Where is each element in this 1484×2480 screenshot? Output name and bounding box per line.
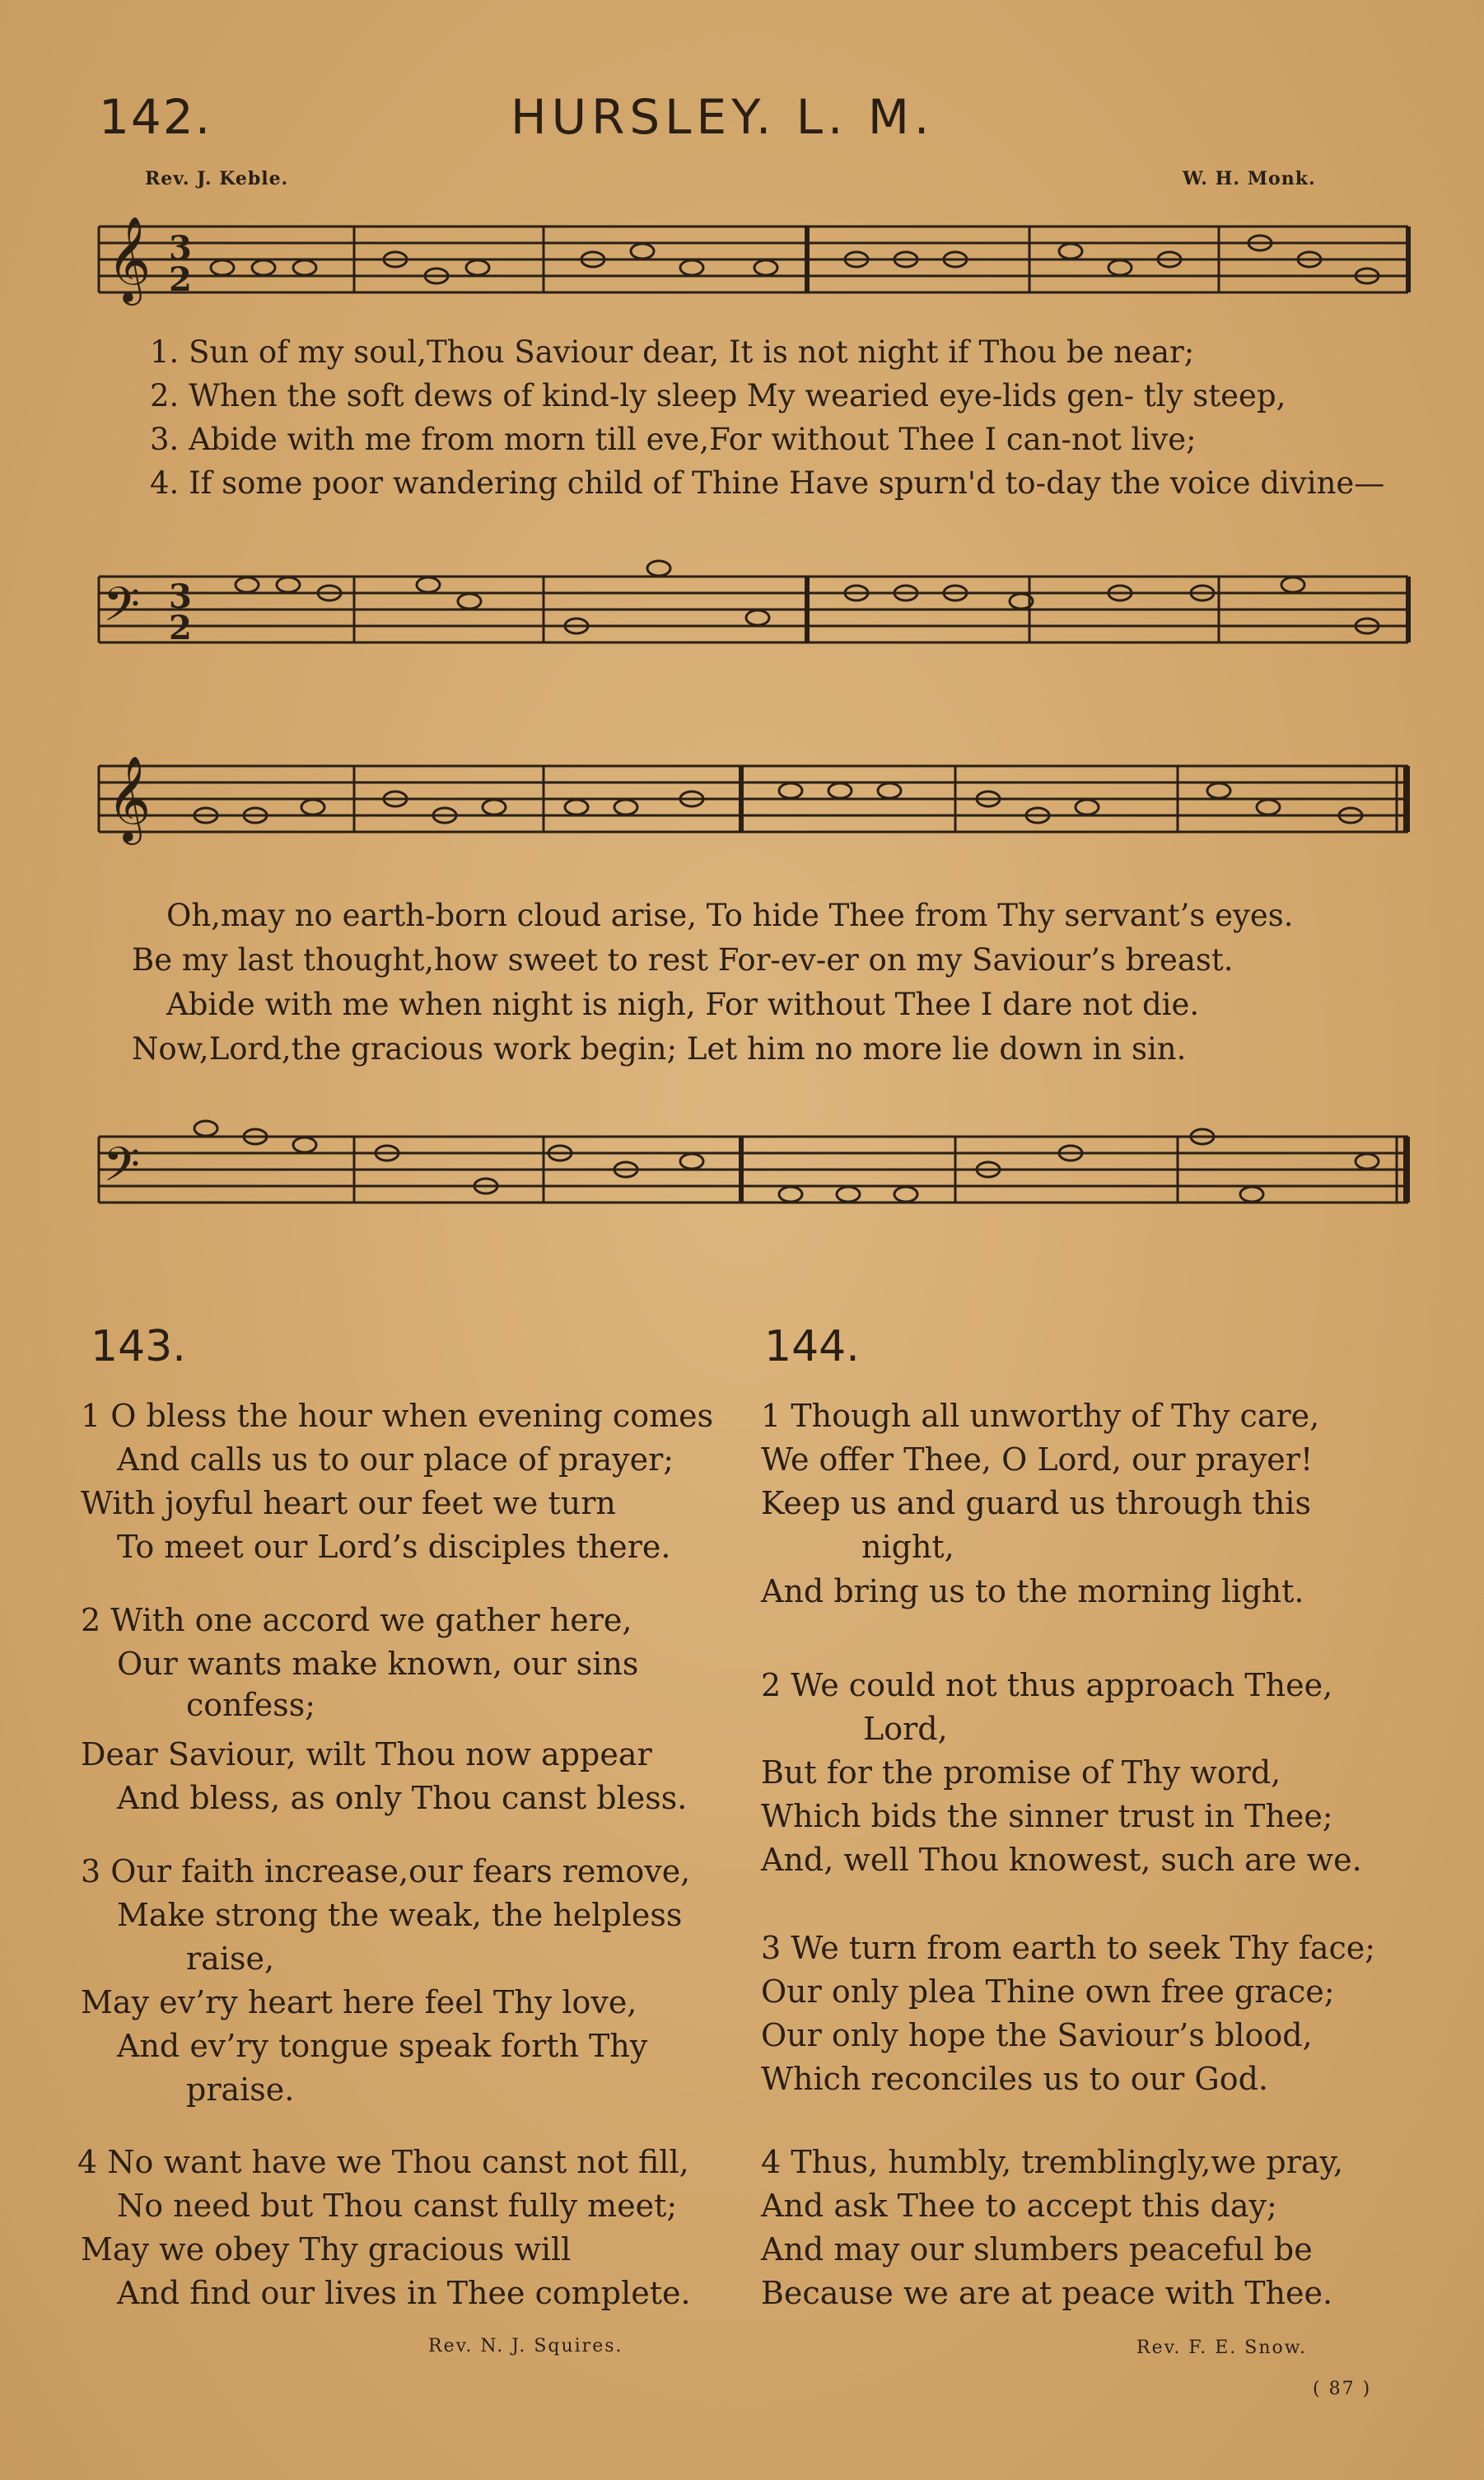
hymn-144-line: 2 We could not thus approach Thee,: [761, 1667, 1333, 1703]
hymn-143-number: 143.: [91, 1322, 186, 1371]
hymn-144-line: And, well Thou knowest, such are we.: [761, 1842, 1362, 1878]
hymn-143-line: Make strong the weak, the helpless: [117, 1897, 683, 1933]
hymn-144-line: And ask Thee to accept this day;: [761, 2188, 1277, 2224]
verse-1-line-b: Oh,may no earth-born cloud arise, To hide Thee from Thy servant’s eyes.: [166, 898, 1294, 933]
page-number: ( 87 ): [1313, 2379, 1372, 2399]
hymn-144-line: Keep us and guard us through this: [761, 1485, 1311, 1521]
hymn-144-line: Lord,: [863, 1711, 948, 1747]
composer-credit: W. H. Monk.: [1183, 168, 1316, 189]
hymn-142-title: HURSLEY. L. M.: [511, 89, 935, 145]
hymn-143-line: 1 O bless the hour when evening comes: [81, 1398, 714, 1434]
hymn-143-line: praise.: [186, 2071, 295, 2108]
hymn-143-line: May we obey Thy gracious will: [81, 2231, 572, 2267]
verse-2-line-a: 2. When the soft dews of kind-ly sleep My wearied eye-lids gen- tly steep,: [150, 378, 1286, 413]
hymn-144-line: night,: [861, 1529, 954, 1565]
hymn-143-line: Dear Saviour, wilt Thou now appear: [81, 1736, 652, 1772]
hymn-144-line: 3 We turn from earth to seek Thy face;: [761, 1930, 1376, 1966]
svg-text:3: 3: [169, 229, 192, 268]
hymn-144-line: 1 Though all unworthy of Thy care,: [761, 1398, 1320, 1434]
hymn-143-line: 3 Our faith increase,our fears remove,: [81, 1853, 691, 1889]
svg-text:𝄢: 𝄢: [103, 577, 141, 644]
verse-2-line-b: Be my last thought,how sweet to rest For-ev-er on my Saviour’s breast.: [132, 942, 1234, 978]
hymn-144-line: We offer Thee, O Lord, our prayer!: [761, 1441, 1314, 1478]
hymn-144-line: And may our slumbers peaceful be: [761, 2231, 1313, 2267]
hymn-143-line: With joyful heart our feet we turn: [81, 1485, 616, 1521]
svg-text:𝄞: 𝄞: [107, 216, 152, 302]
hymn-143-line: To meet our Lord’s disciples there.: [117, 1529, 671, 1565]
hymn-143-line: And ev’ry tongue speak forth Thy: [117, 2028, 648, 2064]
hymn-143-line: Our wants make known, our sins: [117, 1646, 639, 1682]
hymn-143-line: And find our lives in Thee complete.: [117, 2275, 691, 2311]
treble-staff-system-1: [82, 202, 1416, 342]
hymn-144-author: Rev. F. E. Snow.: [1136, 2338, 1307, 2358]
svg-text:2: 2: [169, 609, 192, 647]
verse-1-line-a: 1. Sun of my soul,Thou Saviour dear, It is not night if Thou be near;: [150, 334, 1195, 370]
hymn-144-line: Because we are at peace with Thee.: [761, 2275, 1333, 2311]
verse-4-line-a: 4. If some poor wandering child of Thine Have spurn'd to-day the voice divine—: [150, 465, 1385, 501]
hymn-143-line: 2 With one accord we gather here,: [81, 1602, 632, 1638]
hymn-143-line: And bless, as only Thou canst bless.: [117, 1780, 688, 1816]
bass-staff-system-1: [82, 519, 1416, 675]
hymn-143-line: May ev’ry heart here feel Thy love,: [81, 1984, 637, 2020]
lyricist-credit: Rev. J. Keble.: [145, 168, 289, 189]
hymn-142-number: 142.: [99, 89, 212, 145]
hymn-144-line: Our only plea Thine own free grace;: [761, 1973, 1335, 2010]
hymn-143-line: And calls us to our place of prayer;: [117, 1441, 674, 1478]
verse-4-line-b: Now,Lord,the gracious work begin; Let him no more lie down in sin.: [132, 1031, 1187, 1067]
verse-3-line-b: Abide with me when night is nigh, For without Thee I dare not die.: [166, 987, 1200, 1022]
hymn-144-line: Which reconciles us to our God.: [761, 2061, 1268, 2097]
svg-text:𝄢: 𝄢: [103, 1137, 141, 1204]
hymn-143-line: No need but Thou canst fully meet;: [117, 2188, 678, 2224]
verse-3-line-a: 3. Abide with me from morn till eve,For without Thee I can-not live;: [150, 422, 1197, 457]
hymn-144-line: 4 Thus, humbly, tremblingly,we pray,: [761, 2144, 1344, 2180]
hymn-144-line: Our only hope the Saviour’s blood,: [761, 2017, 1313, 2053]
hymn-143-line: 4 No want have we Thou canst not fill,: [77, 2144, 689, 2180]
svg-text:𝄞: 𝄞: [107, 755, 152, 842]
treble-staff-system-2: [82, 741, 1416, 881]
hymn-144-number: 144.: [764, 1322, 860, 1371]
hymn-143-line: confess;: [186, 1687, 315, 1723]
hymn-144-line: But for the promise of Thy word,: [761, 1754, 1281, 1791]
hymn-143-line: raise,: [186, 1941, 275, 1977]
bass-staff-system-2: [82, 1079, 1416, 1235]
hymn-144-line: Which bids the sinner trust in Thee;: [761, 1798, 1333, 1834]
svg-text:2: 2: [169, 260, 192, 299]
hymn-143-author: Rev. N. J. Squires.: [428, 2336, 623, 2356]
hymn-144-line: And bring us to the morning light.: [761, 1573, 1304, 1609]
svg-text:3: 3: [169, 577, 192, 616]
